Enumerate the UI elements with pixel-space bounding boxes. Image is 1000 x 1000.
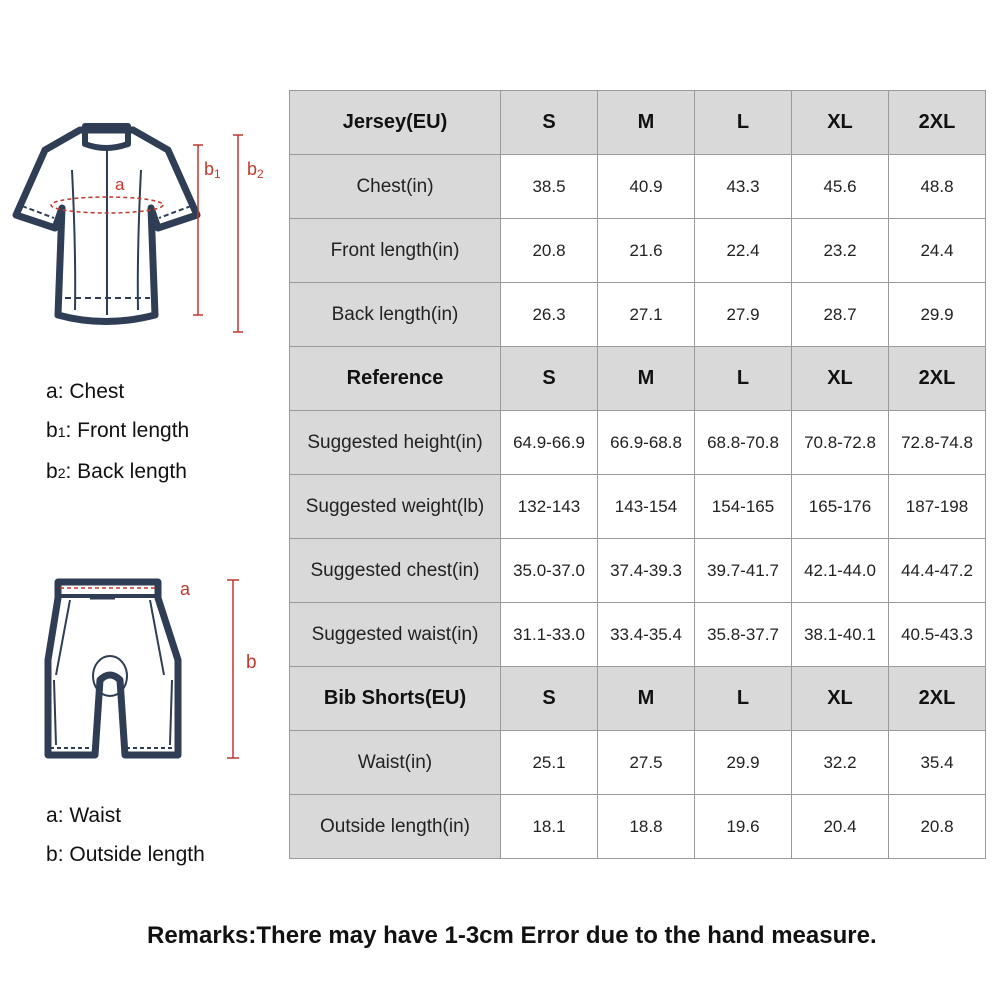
table-cell: 20.4 — [792, 795, 889, 859]
size-header: 2XL — [889, 91, 986, 155]
table-cell: 32.2 — [792, 731, 889, 795]
table-cell: 45.6 — [792, 155, 889, 219]
table-cell: 25.1 — [501, 731, 598, 795]
size-header: L — [695, 667, 792, 731]
table-row — [290, 219, 986, 283]
size-header: S — [501, 347, 598, 411]
table-header-reference — [290, 347, 986, 411]
shorts-label-a: a — [180, 579, 191, 599]
size-header: S — [501, 91, 598, 155]
table-header-bib-shorts — [290, 667, 986, 731]
legend-outside-length: b: Outside length — [46, 843, 205, 866]
table-row — [290, 731, 986, 795]
table-cell: 24.4 — [889, 219, 986, 283]
size-header: M — [598, 667, 695, 731]
table-cell: 48.8 — [889, 155, 986, 219]
table-row — [290, 411, 986, 475]
table-cell: 66.9-68.8 — [598, 411, 695, 475]
row-label: Suggested waist(in) — [290, 603, 501, 667]
section-header-label: Bib Shorts(EU) — [290, 667, 501, 731]
jersey-legend — [46, 372, 189, 493]
table-cell: 35.0-37.0 — [501, 539, 598, 603]
shorts-diagram — [30, 570, 280, 770]
jersey-diagram — [10, 110, 280, 350]
table-cell: 20.8 — [501, 219, 598, 283]
table-cell: 22.4 — [695, 219, 792, 283]
size-header: XL — [792, 91, 889, 155]
table-cell: 70.8-72.8 — [792, 411, 889, 475]
table-cell: 154-165 — [695, 475, 792, 539]
size-header: 2XL — [889, 347, 986, 411]
table-cell: 44.4-47.2 — [889, 539, 986, 603]
table-cell: 19.6 — [695, 795, 792, 859]
table-cell: 39.7-41.7 — [695, 539, 792, 603]
table-cell: 21.6 — [598, 219, 695, 283]
table-cell: 35.4 — [889, 731, 986, 795]
size-header: L — [695, 347, 792, 411]
table-cell: 35.8-37.7 — [695, 603, 792, 667]
table-cell: 23.2 — [792, 219, 889, 283]
jersey-label-b2: b2 — [247, 159, 264, 181]
section-header-label: Jersey(EU) — [290, 91, 501, 155]
size-header: XL — [792, 347, 889, 411]
legend-chest: a: Chest — [46, 380, 125, 403]
section-header-label: Reference — [290, 347, 501, 411]
table-cell: 18.8 — [598, 795, 695, 859]
size-header: M — [598, 91, 695, 155]
table-row — [290, 155, 986, 219]
table-cell: 27.1 — [598, 283, 695, 347]
table-cell: 40.9 — [598, 155, 695, 219]
size-chart-table — [289, 90, 986, 859]
table-cell: 143-154 — [598, 475, 695, 539]
table-cell: 165-176 — [792, 475, 889, 539]
jersey-label-a: a — [115, 175, 125, 194]
row-label: Suggested chest(in) — [290, 539, 501, 603]
row-label: Suggested weight(lb) — [290, 475, 501, 539]
shorts-label-b: b — [246, 652, 257, 673]
table-row — [290, 475, 986, 539]
table-cell: 64.9-66.9 — [501, 411, 598, 475]
table-cell: 38.1-40.1 — [792, 603, 889, 667]
legend-front-length: b1: Front length — [46, 419, 190, 442]
row-label: Chest(in) — [290, 155, 501, 219]
table-cell: 37.4-39.3 — [598, 539, 695, 603]
table-cell: 18.1 — [501, 795, 598, 859]
jersey-label-b1: b1 — [204, 159, 221, 181]
size-header: L — [695, 91, 792, 155]
table-cell: 68.8-70.8 — [695, 411, 792, 475]
row-label: Suggested height(in) — [290, 411, 501, 475]
shorts-legend — [46, 796, 205, 874]
remarks-note: Remarks:There may have 1-3cm Error due to the hand measure. — [147, 922, 877, 949]
size-header: 2XL — [889, 667, 986, 731]
table-cell: 40.5-43.3 — [889, 603, 986, 667]
legend-waist: a: Waist — [46, 804, 122, 827]
table-row — [290, 603, 986, 667]
table-cell: 43.3 — [695, 155, 792, 219]
size-header: XL — [792, 667, 889, 731]
table-cell: 28.7 — [792, 283, 889, 347]
row-label: Back length(in) — [290, 283, 501, 347]
table-cell: 20.8 — [889, 795, 986, 859]
table-cell: 72.8-74.8 — [889, 411, 986, 475]
table-cell: 31.1-33.0 — [501, 603, 598, 667]
row-label: Outside length(in) — [290, 795, 501, 859]
size-header: M — [598, 347, 695, 411]
table-row — [290, 283, 986, 347]
table-cell: 33.4-35.4 — [598, 603, 695, 667]
table-header-jersey — [290, 91, 986, 155]
table-cell: 27.9 — [695, 283, 792, 347]
table-cell: 132-143 — [501, 475, 598, 539]
legend-back-length: b2: Back length — [46, 460, 187, 483]
table-row — [290, 539, 986, 603]
table-cell: 42.1-44.0 — [792, 539, 889, 603]
table-row — [290, 795, 986, 859]
table-cell: 29.9 — [889, 283, 986, 347]
row-label: Front length(in) — [290, 219, 501, 283]
table-cell: 187-198 — [889, 475, 986, 539]
table-cell: 27.5 — [598, 731, 695, 795]
table-cell: 29.9 — [695, 731, 792, 795]
row-label: Waist(in) — [290, 731, 501, 795]
table-cell: 26.3 — [501, 283, 598, 347]
table-cell: 38.5 — [501, 155, 598, 219]
size-header: S — [501, 667, 598, 731]
